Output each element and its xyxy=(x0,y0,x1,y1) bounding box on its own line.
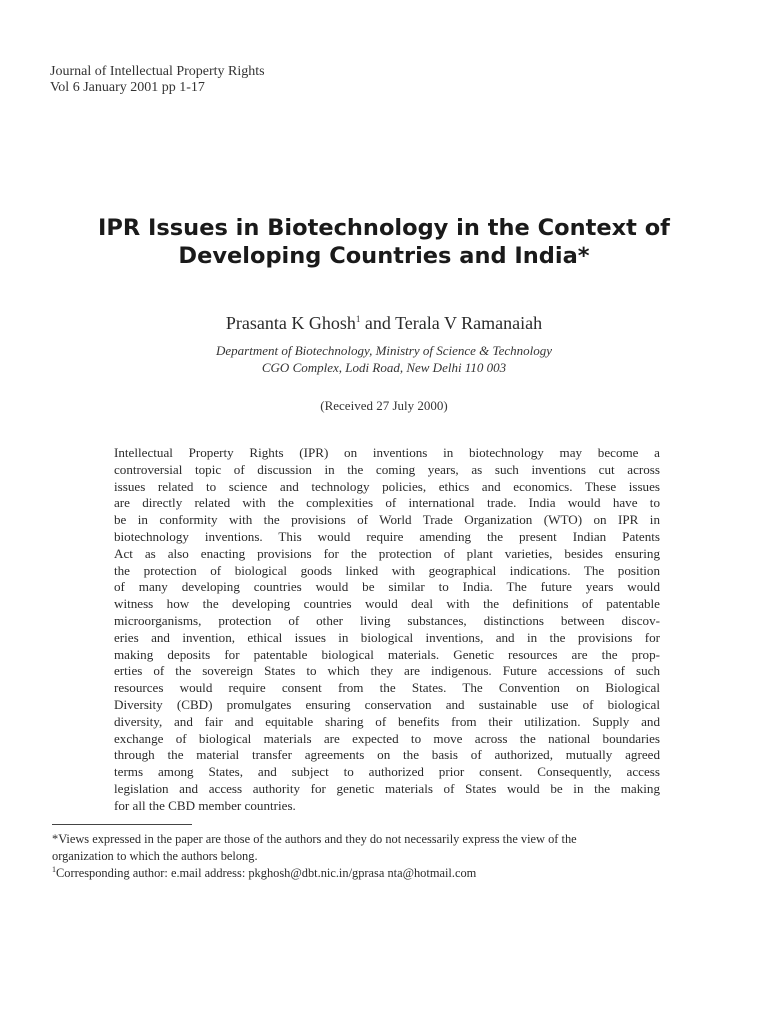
footnote-star-line-1: *Views expressed in the paper are those of the authors and they do not necessarily express the view of the xyxy=(52,832,577,846)
footnote-corresponding-author xyxy=(52,865,722,882)
abstract xyxy=(114,445,660,815)
paper-title-line-2: Developing Countries and India* xyxy=(178,243,590,269)
affiliation-line-1: Department of Biotechnology, Ministry of Science & Technology xyxy=(215,343,552,358)
paper-title-line-1: IPR Issues in Biotechnology in the Context of xyxy=(98,215,670,241)
abstract-line: eries and invention, ethical issues in biological inventions, and in the provisions for xyxy=(114,629,660,645)
abstract-line: through the material transfer agreements on the basis of authorized, mutually agreed xyxy=(114,747,660,763)
journal-header xyxy=(50,64,265,96)
footnote-divider xyxy=(52,824,192,825)
affiliation-line-2: CGO Complex, Lodi Road, New Delhi 110 003 xyxy=(261,360,507,375)
abstract-line: resources would require consent from the States. The Convention on Biological xyxy=(114,680,660,696)
abstract-line: biotechnology inventions. This would require amending the present Indian Patents xyxy=(114,528,660,544)
abstract-line: Intellectual Property Rights (IPR) on inventions in biotechnology may become a xyxy=(114,445,660,460)
author-2: Terala V Ramanaiah xyxy=(395,313,543,333)
paper-title xyxy=(0,214,768,270)
abstract-line: for all the CBD member countries. xyxy=(114,797,296,813)
author-1-footnote-mark: 1 xyxy=(355,314,361,324)
abstract-line: microorganisms, protection of other living substances, distinctions between discov- xyxy=(114,612,660,628)
abstract-line: exchange of biological materials are expected to move across the national boundaries xyxy=(114,730,660,746)
abstract-line: making deposits for patentable biological materials. Genetic resources are the prop- xyxy=(114,646,660,662)
corresponding-author-text: Corresponding author: e.mail address: pkghosh@dbt.nic.in/gprasa nta@hotmail.com xyxy=(56,866,477,880)
journal-name: Journal of Intellectual Property Rights xyxy=(50,64,265,79)
author-conjunction: and xyxy=(360,313,396,333)
abstract-line: erties of the sovereign States to which they are indigenous. Future accessions of such xyxy=(114,663,660,679)
affiliation xyxy=(0,342,768,376)
abstract-line: the protection of biological goods linked with geographical indications. The position xyxy=(114,562,660,578)
abstract-line: issues related to science and technology policies, ethics and economics. These issues xyxy=(114,478,660,494)
received-date: (Received 27 July 2000) xyxy=(320,398,448,413)
abstract-line: legislation and access authority for genetic materials of States would be in the making xyxy=(114,780,660,796)
abstract-line: witness how the developing countries would deal with the definitions of patentable xyxy=(114,596,660,612)
journal-issue: Vol 6 January 2001 pp 1-17 xyxy=(50,80,205,95)
footnotes xyxy=(52,831,722,882)
abstract-line: Diversity (CBD) promulgates ensuring conservation and sustainable use of biological xyxy=(114,696,660,712)
footnote-star-line-2: organization to which the authors belong. xyxy=(52,849,258,863)
author-list xyxy=(0,312,768,334)
abstract-line: controversial topic of discussion in the coming years, as such inventions cut across xyxy=(114,461,660,477)
author-1: Prasanta K Ghosh xyxy=(225,313,356,333)
abstract-line: of many developing countries would be similar to India. The future years would xyxy=(114,579,660,595)
abstract-line: terms among States, and subject to authorized prior consent. Consequently, access xyxy=(114,764,660,780)
abstract-line: diversity, and fair and equitable sharing of benefits from their utilization. Supply and xyxy=(114,713,660,729)
abstract-line: be in conformity with the provisions of World Trade Organization (WTO) on IPR in xyxy=(114,512,660,528)
footnote-mark-1: 1 xyxy=(52,864,56,874)
abstract-line: Act as also enacting provisions for the protection of plant varieties, besides ensuring xyxy=(114,545,660,561)
abstract-line: are directly related with the complexities of international trade. India would have to xyxy=(114,495,660,511)
